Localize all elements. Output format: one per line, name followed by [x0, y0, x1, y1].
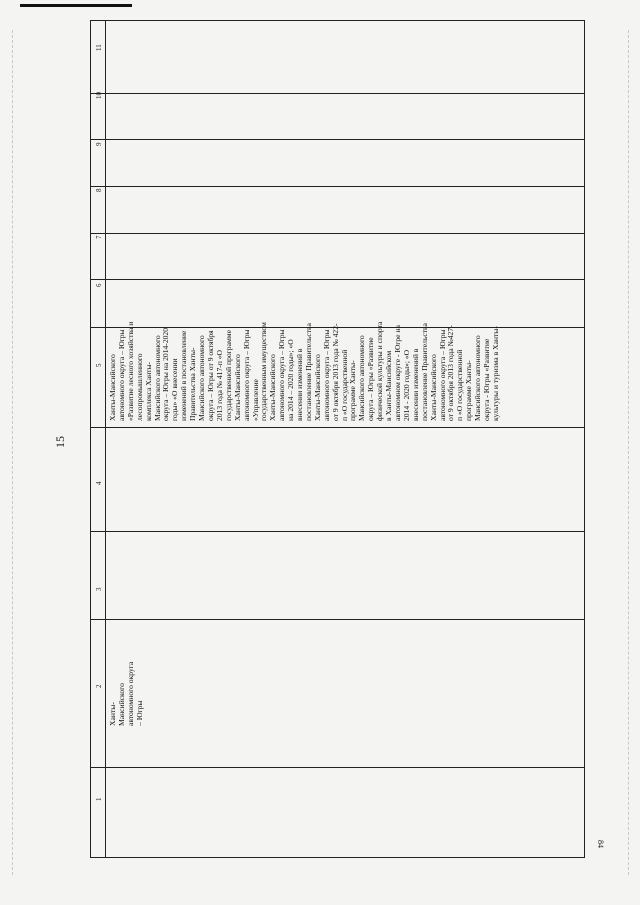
cell-line: Правительства Ханты- — [188, 347, 198, 421]
cell-line: лесопромышленного — [134, 353, 144, 421]
cell-line: автономного округа – Югры — [321, 329, 331, 421]
column-boundary — [91, 767, 584, 768]
cell-line: Мансийского автономного — [473, 335, 483, 421]
column-boundary — [91, 93, 584, 94]
cell-line: «Управление — [250, 379, 260, 421]
cell-line: постановление Правительства — [419, 323, 429, 421]
column-number-8: 8 — [95, 188, 103, 192]
header-column-divider — [105, 21, 106, 857]
cell-line: в Ханты-Мансийском — [384, 350, 394, 421]
top-rule — [20, 4, 132, 7]
cell-line: Ханты-Мансийского — [268, 354, 278, 421]
cell-line: комплекса Ханты- — [143, 361, 153, 421]
scan-edge-left — [12, 30, 14, 875]
cell-line: постановление Правительства — [303, 323, 313, 421]
cell-line: автономного округа – Югры — [241, 329, 251, 421]
column-boundary — [91, 233, 584, 234]
cell-line: программе Ханты- — [348, 360, 358, 421]
cell-line: автономного округа – Югры — [277, 329, 287, 421]
data-table — [90, 20, 585, 858]
cell-line: культуры и туризма в Ханты- — [490, 326, 500, 421]
cell-line: государственным имуществом — [259, 322, 269, 421]
cell-line: Мансийского — [116, 683, 126, 726]
cell-line: изменений в постановление — [179, 330, 189, 421]
cell-column-2 — [109, 662, 145, 726]
cell-line: Мансийского автономного — [152, 335, 162, 421]
column-boundary — [91, 186, 584, 187]
page-number: 15 — [53, 436, 67, 448]
column-boundary — [91, 279, 584, 280]
column-boundary — [91, 327, 584, 328]
cell-line: Ханты-Мансийского — [312, 354, 322, 421]
cell-line: от 9 октября 2013 года № 422- — [330, 323, 340, 421]
column-number-2: 2 — [95, 684, 103, 688]
cell-line: Ханты-Мансийского — [232, 354, 242, 421]
cell-line: автономного округа – Югры — [116, 329, 126, 421]
cell-line: Мансийского автономного — [357, 335, 367, 421]
cell-line: округа – Югры «Развитие — [366, 337, 376, 421]
column-number-6: 6 — [95, 283, 103, 287]
cell-line: 2014 - 2020 годы»; «О — [401, 349, 411, 421]
column-number-7: 7 — [95, 235, 103, 239]
cell-line: физической культуры и спорта — [375, 321, 385, 421]
cell-line: автономном округе - Югре на — [393, 325, 402, 421]
cell-line: государственной программе — [223, 330, 233, 421]
column-number-10: 10 — [95, 92, 103, 99]
cell-line: «Развитие лесного хозяйства и — [125, 321, 135, 421]
page-code: 84 — [596, 840, 605, 848]
cell-line: на 2014 – 2020 годы»; «О — [286, 339, 296, 421]
column-number-1: 1 — [95, 797, 103, 801]
cell-line: округа - Югры «Развитие — [482, 338, 492, 421]
column-number-11: 11 — [95, 44, 103, 51]
column-boundary — [91, 139, 584, 140]
cell-line: п «О государственной — [339, 349, 349, 421]
column-number-5: 5 — [95, 363, 103, 367]
cell-line: программе Ханты- — [464, 360, 474, 421]
cell-line: внесении изменений в — [410, 348, 420, 421]
cell-line: Ханты-Мансийского — [108, 354, 117, 421]
cell-line: – Югры — [134, 700, 144, 726]
cell-line: Ханты-Мансийского — [428, 354, 438, 421]
cell-line: 2013 года № 417-п «О — [214, 349, 224, 421]
scan-edge-right — [628, 30, 630, 875]
column-boundary — [91, 531, 584, 532]
column-number-4: 4 — [95, 481, 103, 485]
cell-line: автономного округа — [125, 661, 135, 726]
cell-line: Мансийского автономного — [197, 335, 207, 421]
column-boundary — [91, 427, 584, 428]
cell-line: автономного округа – Югры — [437, 329, 447, 421]
cell-line: округа – Югры от 9 октября — [205, 330, 215, 421]
column-number-9: 9 — [95, 142, 103, 146]
column-number-3: 3 — [95, 587, 103, 591]
cell-line: п «О государственной — [455, 349, 465, 421]
cell-column-4 — [109, 322, 501, 421]
cell-line: от 9 октября 2013 года №427- — [446, 325, 456, 421]
cell-line: округа – Югры на 2014-2020 — [161, 327, 171, 421]
cell-line: Ханты- — [108, 702, 117, 726]
column-boundary — [91, 619, 584, 620]
cell-line: годы» «О внесении — [170, 358, 180, 421]
cell-line: внесении изменений в — [295, 348, 305, 421]
